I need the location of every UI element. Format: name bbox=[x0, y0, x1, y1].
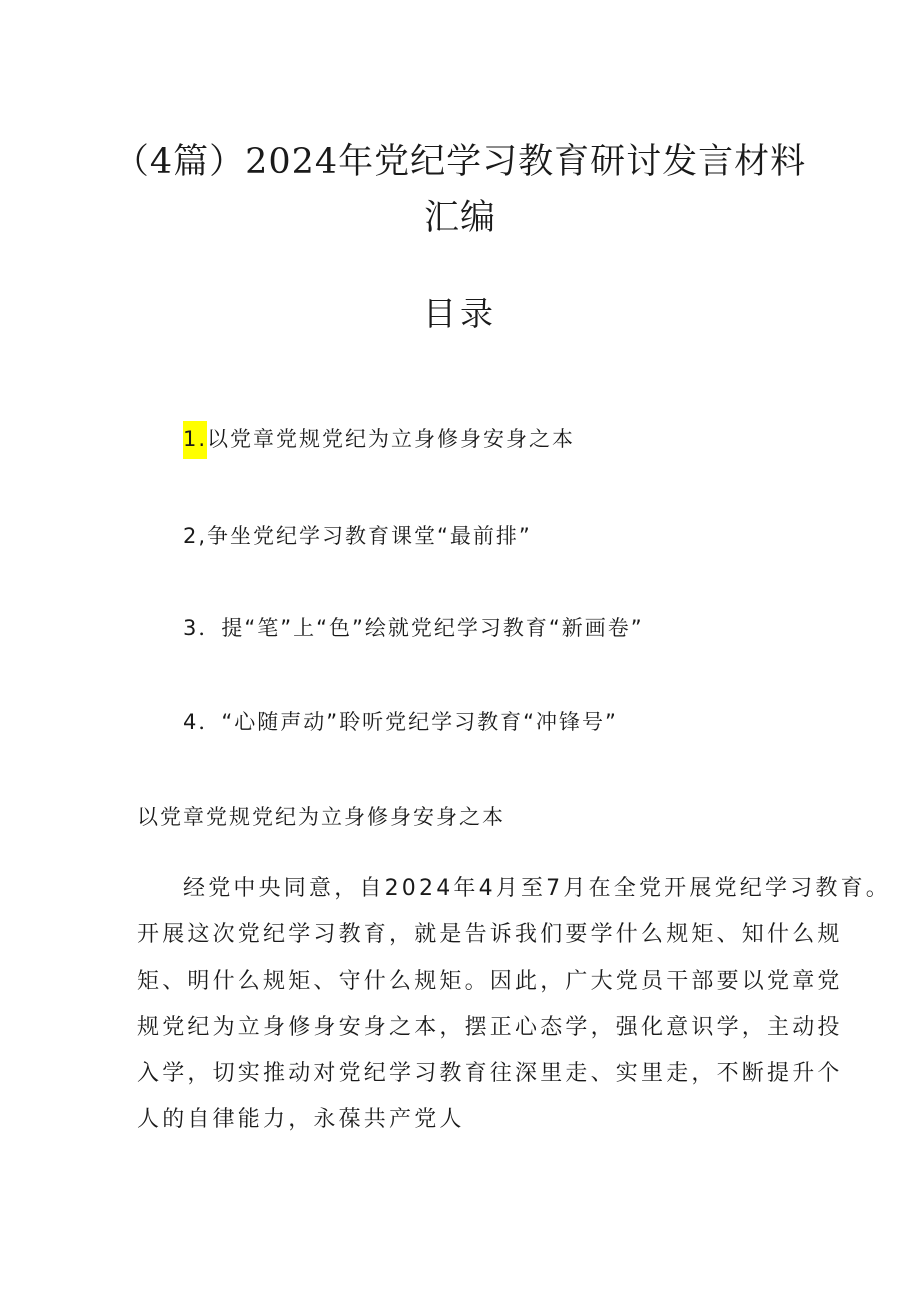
toc-item-1[interactable] bbox=[183, 423, 575, 459]
toc-item-text: ．“心随声动”聆听党纪学习教育“冲锋号” bbox=[198, 710, 618, 734]
toc-item-number: 4 bbox=[183, 710, 199, 734]
body-line: 经党中央同意，自2024年4月至7月在全党开展党纪学习教育。 bbox=[183, 876, 891, 901]
toc-item-3[interactable] bbox=[183, 612, 644, 642]
toc-item-text: 以党章党规党纪为立身修身安身之本 bbox=[207, 427, 576, 451]
body-line: 矩、明什么规矩、守什么规矩。因此，广大党员干部要以党章党 bbox=[137, 968, 843, 994]
body-line: 开展这次党纪学习教育，就是告诉我们要学什么规矩、知什么规 bbox=[137, 922, 843, 948]
toc-item-4[interactable] bbox=[183, 706, 618, 736]
body-line: 规党纪为立身修身安身之本，摆正心态学，强化意识学，主动投 bbox=[137, 1014, 843, 1040]
toc-item-text: 争坐党纪学习教育课堂“最前排” bbox=[207, 524, 532, 548]
body-line: 入学，切实推动对党纪学习教育往深里走、实里走，不断提升个 bbox=[137, 1061, 843, 1087]
toc-item-number-highlighted: 1. bbox=[183, 421, 207, 459]
toc-item-text: ．提“笔”上“色”绘就党纪学习教育“新画卷” bbox=[198, 616, 644, 640]
toc-item-2[interactable] bbox=[183, 520, 532, 550]
body-paragraph bbox=[137, 866, 891, 1144]
document-title-line-1: （4篇）2024年党纪学习教育研讨发言材料 bbox=[113, 142, 807, 182]
document-title-line-2: 汇编 bbox=[423, 198, 496, 238]
toc-heading: 目录 bbox=[423, 294, 497, 333]
section-heading: 以党章党规党纪为立身修身安身之本 bbox=[137, 805, 505, 829]
toc-item-number: 2, bbox=[183, 524, 208, 548]
toc-item-number: 3 bbox=[183, 616, 199, 640]
body-line: 人的自律能力，永葆共产党人 bbox=[137, 1107, 465, 1133]
